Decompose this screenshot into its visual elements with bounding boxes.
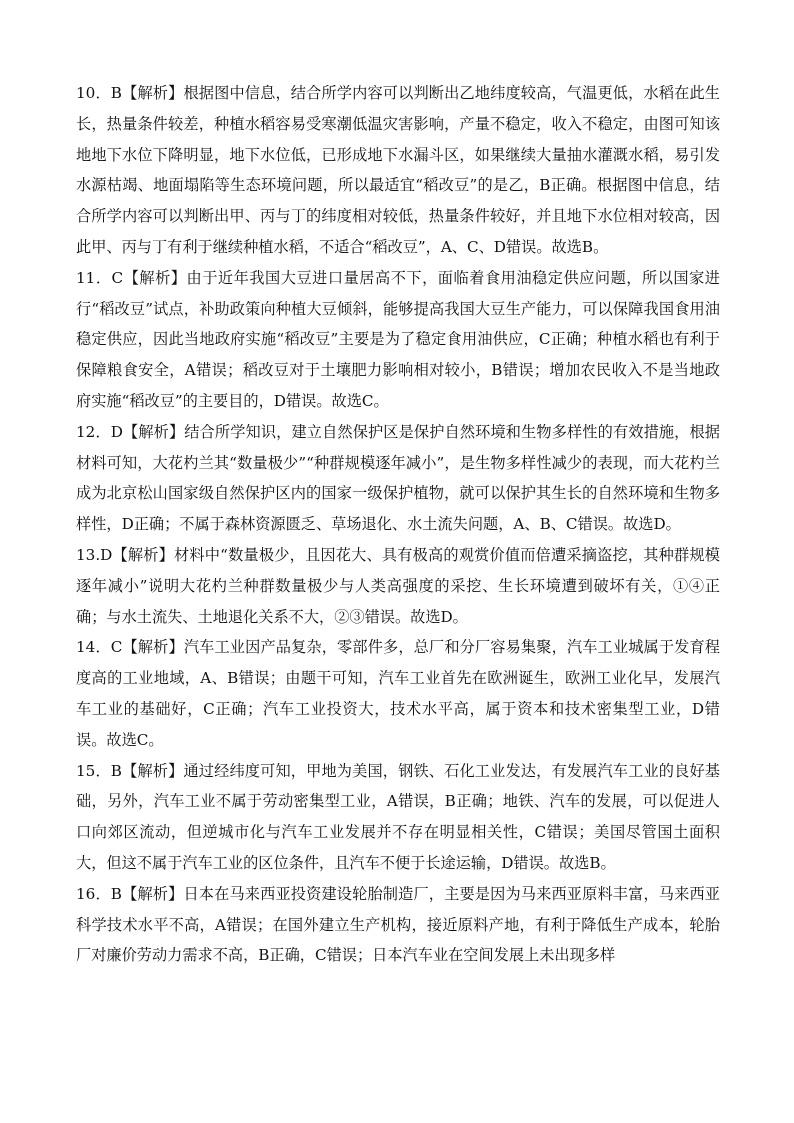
answer-15: 15．B【解析】通过经纬度可知，甲地为美国，钢铁、石化工业发达，有发展汽车工业的良好基础，另外，汽车工业不属于劳动密集型工业，A错误，B正确；地铁、汽车的发展，可以促进人口向郊区流动，但逆城市化与汽车工业发展并不存在明显相关性，C错误；美国尽管国土面积大，但这不属于汽车工业的区位条件，且汽车不便于长途运输，D错误。故选B。 — [76, 761, 720, 872]
answer-11: 11．C【解析】由于近年我国大豆进口量居高不下，面临着食用油稳定供应问题，所以国家进行“稻改豆”试点，补助政策向种植大豆倾斜，能够提高我国大豆生产能力，可以保障我国食用油稳定供应，因此当地政府实施“稻改豆”主要是为了稳定食用油供应，C正确；种植水稻也有利于保障粮食安全，A错误；稻改豆对于土壤肥力影响相对较小，B错误；增加农民收入不是当地政府实施“稻改豆”的主要目的，D错误。故选C。 — [76, 268, 720, 410]
answer-explanations — [76, 78, 720, 971]
answer-13: 13.D【解析】材料中“数量极少，且因花大、具有极高的观赏价值而倍遭采摘盗挖，其种群规模逐年减小”说明大花杓兰种群数量极少与人类高强度的采挖、生长环境遭到破坏有关，①④正确；与水土流失、土地退化关系不大，②③错误。故选D。 — [76, 545, 720, 626]
answer-16: 16．B【解析】日本在马来西亚投资建设轮胎制造厂，主要是因为马来西亚原料丰富，马来西亚科学技术水平不高，A错误；在国外建立生产机构，接近原料产地，有利于降低生产成本，轮胎厂对廉价劳动力需求不高，B正确，C错误；日本汽车业在空间发展上未出现多样 — [76, 884, 720, 965]
answer-14: 14．C【解析】汽车工业因产品复杂，零部件多，总厂和分厂容易集聚，汽车工业城属于发育程度高的工业地域，A、B错误；由题干可知，汽车工业首先在欧洲诞生，欧洲工业化早，发展汽车工业的基础好，C正确；汽车工业投资大，技术水平高，属于资本和技术密集型工业，D错误。故选C。 — [76, 638, 720, 749]
answer-10: 10．B【解析】根据图中信息，结合所学内容可以判断出乙地纬度较高，气温更低，水稻在此生长，热量条件较差，种植水稻容易受寒潮低温灾害影响，产量不稳定，收入不稳定，由图可知该地地下水位下降明显，地下水位低，已形成地下水漏斗区，如果继续大量抽水灌溉水稻，易引发水源枯竭、地面塌陷等生态环境问题，所以最适宜“稻改豆”的是乙，B正确。根据图中信息，结合所学内容可以判断出甲、丙与丁的纬度相对较低，热量条件较好，并且地下水位相对较高，因此甲、丙与丁有利于继续种植水稻，不适合“稻改豆”，A、C、D错误。故选B。 — [76, 84, 720, 256]
answer-12: 12．D【解析】结合所学知识，建立自然保护区是保护自然环境和生物多样性的有效措施，根据材料可知，大花杓兰其“数量极少”“种群规模逐年减小”，是生物多样性减少的表现，而大花杓兰成为北京松山国家级自然保护区内的国家一级保护植物，就可以保护其生长的自然环境和生物多样性，D正确；不属于森林资源匮乏、草场退化、水土流失问题，A、B、C错误。故选D。 — [76, 422, 720, 534]
